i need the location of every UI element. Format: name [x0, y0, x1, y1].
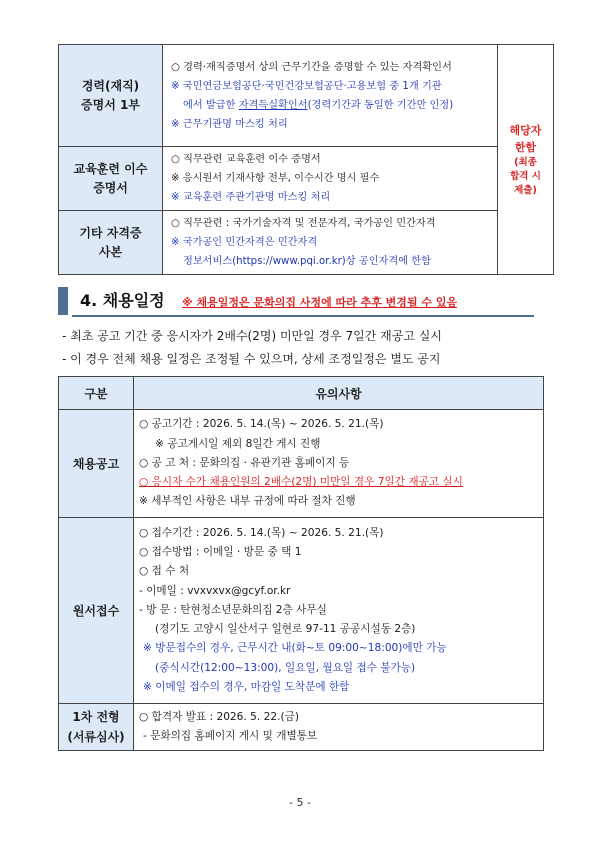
table-header-row	[59, 377, 544, 410]
row-label: 원서접수	[59, 518, 134, 704]
row-content	[134, 410, 544, 518]
submission-condition: 해당자 한함 (최종 합격 시 제출)	[498, 45, 554, 275]
content-line: - 문화의집 홈페이지 게시 및 개별통보	[143, 730, 318, 743]
content-line: 정보서비스(https://www.pqi.or.kr)상 공인자격에 한함	[183, 256, 431, 267]
content-line: ○ 직무관련 : 국가기술자격 및 전문자격, 국가공인 민간자격	[171, 218, 436, 229]
heading-underline	[72, 315, 534, 317]
row-label: 1차 전형 (서류심사)	[59, 704, 134, 751]
content-line: ○ 접수기간 : 2026. 5. 14.(목) ~ 2026. 5. 21.(목)	[139, 527, 384, 540]
bullet-line: - 이 경우 전체 채용 일정은 조정될 수 있으며, 상세 조정일정은 별도 공지	[62, 352, 441, 366]
content-line: ※ 국민연금보험공단·국민건강보험공단·고용보험 중 1개 기관	[171, 80, 442, 92]
row-content	[134, 518, 544, 704]
heading-accent-bar	[58, 287, 68, 315]
table-row	[59, 704, 544, 751]
row-label: 교육훈련 이수 증명서	[59, 147, 163, 211]
qualification-documents-table	[58, 44, 554, 275]
content-line: ※ 공고게시일 제외 8일간 게시 진행	[155, 437, 321, 450]
column-header: 구분	[59, 377, 134, 410]
content-line: (경기도 고양시 일산서구 일현로 97-11 공공시설동 2층)	[155, 623, 416, 636]
content-line: ○ 응시자 수가 채용인원의 2배수(2명) 미만일 경우 7일간 재공고 실시	[139, 476, 463, 489]
content-line: ○ 합격자 발표 : 2026. 5. 22.(금)	[139, 711, 299, 723]
row-label: 경력(재직) 증명서 1부	[59, 45, 163, 147]
table-row	[59, 147, 554, 211]
column-header: 유의사항	[134, 377, 544, 410]
content-line: ※ 교육훈련 주관기관명 마스킹 처리	[171, 192, 331, 203]
content-line: ○ 접수방법 : 이메일 · 방문 중 택 1	[139, 546, 302, 559]
bullet-line: - 최초 공고 기간 중 응시자가 2배수(2명) 미만일 경우 7일간 재공고 실시	[62, 329, 442, 343]
table-row	[59, 45, 554, 147]
content-line: ※ 응시원서 기재사항 전부, 이수시간 명시 필수	[171, 173, 380, 184]
content-line: ※ 이메일 접수의 경우, 마감일 도착분에 한함	[143, 680, 350, 693]
row-label: 채용공고	[59, 410, 134, 518]
content-line: ○ 경력·재직증명서 상의 근무기간을 증명할 수 있는 자격확인서	[171, 61, 452, 73]
content-line: 에서 발급한 자격득실확인서(경력기간과 동일한 기간만 인정)	[183, 99, 454, 111]
row-content	[163, 147, 498, 211]
page-number: - 5 -	[289, 796, 311, 809]
content-line: ※ 세부적인 사항은 내부 규정에 따라 절차 진행	[139, 495, 356, 508]
row-label: 기타 자격증 사본	[59, 211, 163, 275]
row-content	[163, 211, 498, 275]
content-line: ※ 국가공인 민간자격은 민간자격	[171, 237, 318, 248]
schedule-table	[58, 376, 544, 751]
row-content	[163, 45, 498, 147]
content-line: ○ 직무관련 교육훈련 이수 증명서	[171, 154, 321, 165]
content-line: ※ 근무기관명 마스킹 처리	[171, 118, 288, 130]
content-line: ○ 접 수 처	[139, 565, 190, 578]
table-row	[59, 211, 554, 275]
content-line: - 방 문 : 탄현청소년문화의집 2층 사무실	[139, 603, 327, 616]
section-heading	[58, 285, 538, 317]
table-row	[59, 410, 544, 518]
content-line: ○ 공 고 처 : 문화의집 · 유관기관 홈페이지 등	[139, 456, 350, 469]
table-row	[59, 518, 544, 704]
content-line: ※ 방문접수의 경우, 근무시간 내(화~토 09:00~18:00)에만 가능	[143, 642, 447, 655]
section-note: ※ 채용일정은 문화의집 사정에 따라 추후 변경될 수 있음	[182, 296, 458, 309]
content-line: (중식시간(12:00~13:00), 일요일, 월요일 접수 불가능)	[155, 661, 416, 674]
content-line: - 이메일 : vvxvxvx@gcyf.or.kr	[139, 584, 291, 597]
row-content	[134, 704, 544, 751]
section-title: 4. 채용일정	[80, 291, 165, 310]
content-line: ○ 공고기간 : 2026. 5. 14.(목) ~ 2026. 5. 21.(목)	[139, 418, 384, 431]
